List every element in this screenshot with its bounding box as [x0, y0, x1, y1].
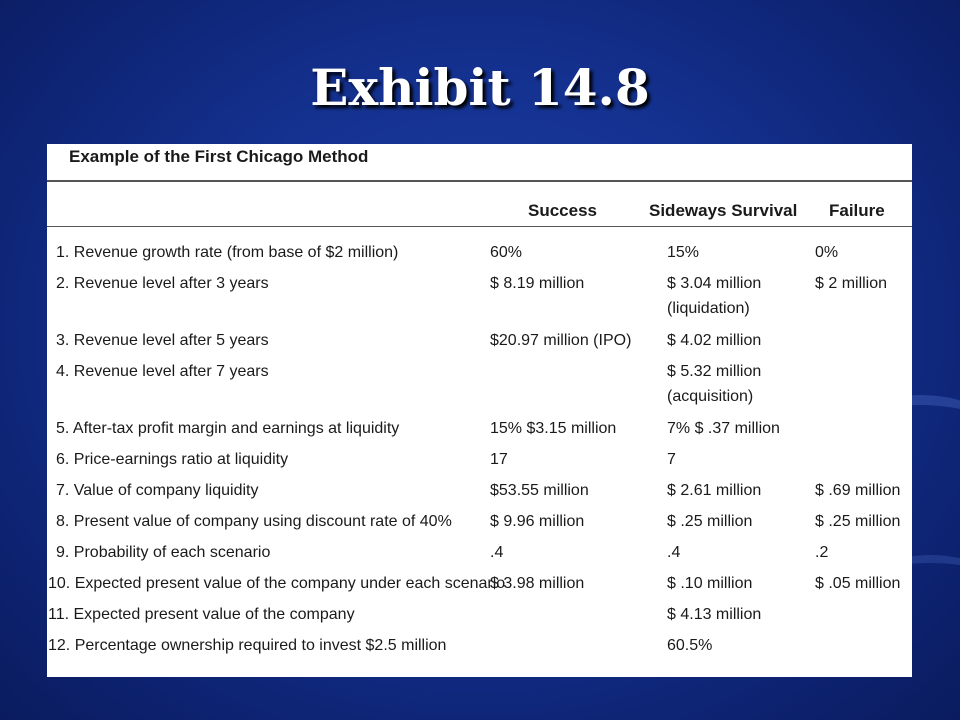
success-value: $20.97 million (IPO) [490, 332, 632, 349]
sideways-value: $ 4.13 million [667, 606, 762, 623]
success-value: 15% $3.15 million [490, 420, 617, 437]
success-value: $ 3.98 million [490, 575, 585, 592]
row-label: 3. Revenue level after 5 years [56, 332, 269, 349]
header-divider [47, 226, 912, 227]
table-title: Example of the First Chicago Method [69, 147, 369, 166]
success-value: $ 8.19 million [490, 275, 585, 292]
sideways-value: $ 2.61 million [667, 482, 762, 499]
failure-value: $ .25 million [815, 513, 901, 530]
sideways-value: 7 [667, 451, 676, 468]
row-label: 12. Percentage ownership required to invest $2.5 million [48, 637, 447, 654]
column-header-sideways-survival: Sideways Survival [649, 201, 798, 220]
failure-value: $ 2 million [815, 275, 888, 292]
slide-title: Exhibit 14.8 [310, 58, 650, 117]
column-header-success: Success [528, 201, 597, 220]
sideways-value-line1: $ 3.04 million [667, 275, 762, 292]
success-value: $53.55 million [490, 482, 589, 499]
failure-value: $ .69 million [815, 482, 901, 499]
sideways-value: $ 4.02 million [667, 332, 762, 349]
failure-value: .2 [815, 544, 829, 561]
sideways-value: .4 [667, 544, 681, 561]
exhibit-table-panel [47, 144, 912, 677]
row-label: 11. Expected present value of the company [48, 606, 355, 623]
sideways-value-line1: $ 5.32 million [667, 363, 762, 380]
success-value: $ 9.96 million [490, 513, 585, 530]
row-label: 4. Revenue level after 7 years [56, 363, 269, 380]
sideways-value: 60.5% [667, 637, 713, 654]
sideways-value [667, 359, 761, 409]
sideways-value-line2: (acquisition) [667, 388, 754, 405]
failure-value: $ .05 million [815, 575, 901, 592]
row-label: 1. Revenue growth rate (from base of $2 million) [56, 244, 399, 261]
row-label: 6. Price-earnings ratio at liquidity [56, 451, 289, 468]
row-label: 7. Value of company liquidity [56, 482, 259, 499]
success-value: 60% [490, 244, 523, 261]
title-divider [47, 180, 912, 182]
sideways-value: $ .25 million [667, 513, 753, 530]
sideways-value: 7% $ .37 million [667, 420, 780, 437]
sideways-value: $ .10 million [667, 575, 753, 592]
row-label: 5. After-tax profit margin and earnings at liquidity [56, 420, 400, 437]
sideways-value: 15% [667, 244, 700, 261]
success-value: 17 [490, 451, 508, 468]
row-label: 10. Expected present value of the company under each scenario [48, 575, 506, 592]
failure-value: 0% [815, 244, 839, 261]
column-header-failure: Failure [829, 201, 885, 220]
sideways-value-line2: (liquidation) [667, 300, 750, 317]
row-label: 2. Revenue level after 3 years [56, 275, 269, 292]
row-label: 8. Present value of company using discount rate of 40% [56, 513, 452, 530]
success-value: .4 [490, 544, 504, 561]
sideways-value [667, 271, 761, 321]
row-label: 9. Probability of each scenario [56, 544, 271, 561]
